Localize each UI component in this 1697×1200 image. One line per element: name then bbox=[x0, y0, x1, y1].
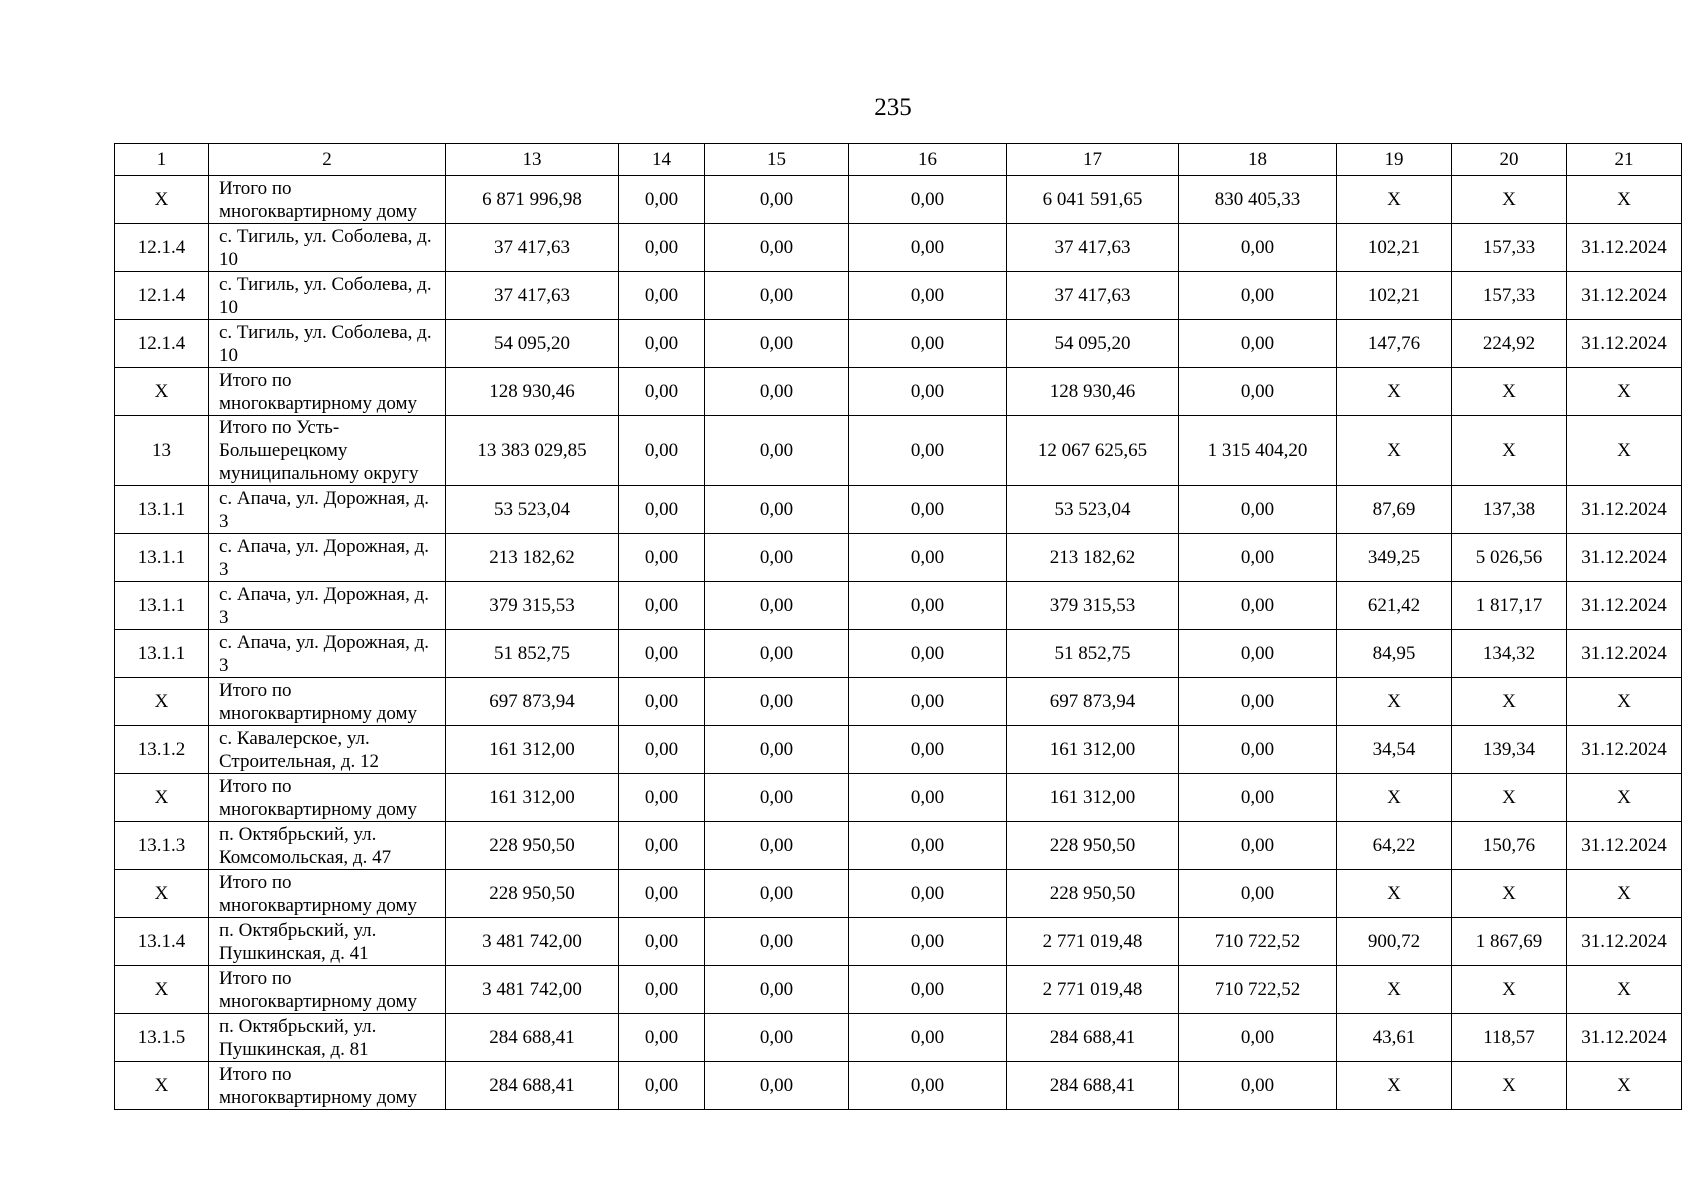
row-number-cell: 13 bbox=[115, 416, 209, 486]
col-15-cell: 0,00 bbox=[705, 416, 849, 486]
date-cell: 31.12.2024 bbox=[1567, 486, 1682, 534]
date-cell: 31.12.2024 bbox=[1567, 534, 1682, 582]
col-20-cell: 157,33 bbox=[1452, 272, 1567, 320]
col-17-cell: 12 067 625,65 bbox=[1007, 416, 1179, 486]
col-20-cell: 150,76 bbox=[1452, 822, 1567, 870]
row-number-cell: X bbox=[115, 678, 209, 726]
total-cost-cell: 54 095,20 bbox=[446, 320, 619, 368]
row-number-cell: 12.1.4 bbox=[115, 224, 209, 272]
data-table bbox=[114, 143, 1682, 1110]
col-20-cell: 224,92 bbox=[1452, 320, 1567, 368]
col-18-cell: 830 405,33 bbox=[1179, 176, 1337, 224]
table-row bbox=[115, 320, 1682, 368]
table-row bbox=[115, 822, 1682, 870]
col-14-cell: 0,00 bbox=[619, 1014, 705, 1062]
col-20-cell: X bbox=[1452, 176, 1567, 224]
date-cell: 31.12.2024 bbox=[1567, 822, 1682, 870]
col-15-cell: 0,00 bbox=[705, 272, 849, 320]
col-16-cell: 0,00 bbox=[849, 224, 1007, 272]
col-14-cell: 0,00 bbox=[619, 320, 705, 368]
address-cell: Итого по Усть-Большерецкому муниципальному округу bbox=[209, 416, 446, 486]
col-16-cell: 0,00 bbox=[849, 320, 1007, 368]
col-19-cell: 147,76 bbox=[1337, 320, 1452, 368]
col-19-cell: 34,54 bbox=[1337, 726, 1452, 774]
date-cell: X bbox=[1567, 678, 1682, 726]
column-header: 1 bbox=[115, 144, 209, 176]
column-header: 14 bbox=[619, 144, 705, 176]
total-cost-cell: 213 182,62 bbox=[446, 534, 619, 582]
row-number-cell: X bbox=[115, 966, 209, 1014]
col-19-cell: 900,72 bbox=[1337, 918, 1452, 966]
col-16-cell: 0,00 bbox=[849, 678, 1007, 726]
address-cell: Итого по многоквартирному дому bbox=[209, 774, 446, 822]
col-17-cell: 54 095,20 bbox=[1007, 320, 1179, 368]
address-cell: с. Апача, ул. Дорожная, д. 3 bbox=[209, 534, 446, 582]
col-16-cell: 0,00 bbox=[849, 966, 1007, 1014]
total-cost-cell: 37 417,63 bbox=[446, 272, 619, 320]
table-row bbox=[115, 582, 1682, 630]
col-16-cell: 0,00 bbox=[849, 630, 1007, 678]
table-header-row bbox=[115, 144, 1682, 176]
col-18-cell: 0,00 bbox=[1179, 870, 1337, 918]
date-cell: X bbox=[1567, 368, 1682, 416]
date-cell: 31.12.2024 bbox=[1567, 272, 1682, 320]
col-16-cell: 0,00 bbox=[849, 822, 1007, 870]
row-number-cell: X bbox=[115, 176, 209, 224]
col-15-cell: 0,00 bbox=[705, 582, 849, 630]
col-16-cell: 0,00 bbox=[849, 534, 1007, 582]
col-14-cell: 0,00 bbox=[619, 368, 705, 416]
total-cost-cell: 128 930,46 bbox=[446, 368, 619, 416]
col-20-cell: X bbox=[1452, 678, 1567, 726]
col-16-cell: 0,00 bbox=[849, 368, 1007, 416]
col-18-cell: 0,00 bbox=[1179, 678, 1337, 726]
date-cell: X bbox=[1567, 774, 1682, 822]
address-cell: Итого по многоквартирному дому bbox=[209, 870, 446, 918]
col-17-cell: 213 182,62 bbox=[1007, 534, 1179, 582]
col-20-cell: X bbox=[1452, 870, 1567, 918]
col-15-cell: 0,00 bbox=[705, 966, 849, 1014]
table-row bbox=[115, 774, 1682, 822]
table-row bbox=[115, 416, 1682, 486]
col-18-cell: 0,00 bbox=[1179, 630, 1337, 678]
col-17-cell: 37 417,63 bbox=[1007, 272, 1179, 320]
col-16-cell: 0,00 bbox=[849, 582, 1007, 630]
col-17-cell: 51 852,75 bbox=[1007, 630, 1179, 678]
date-cell: 31.12.2024 bbox=[1567, 726, 1682, 774]
col-17-cell: 53 523,04 bbox=[1007, 486, 1179, 534]
address-cell: с. Кавалерское, ул. Строительная, д. 12 bbox=[209, 726, 446, 774]
col-15-cell: 0,00 bbox=[705, 224, 849, 272]
table-row bbox=[115, 870, 1682, 918]
col-16-cell: 0,00 bbox=[849, 1014, 1007, 1062]
row-number-cell: 13.1.5 bbox=[115, 1014, 209, 1062]
table-row bbox=[115, 630, 1682, 678]
col-14-cell: 0,00 bbox=[619, 726, 705, 774]
col-18-cell: 0,00 bbox=[1179, 272, 1337, 320]
col-15-cell: 0,00 bbox=[705, 630, 849, 678]
column-header: 18 bbox=[1179, 144, 1337, 176]
total-cost-cell: 3 481 742,00 bbox=[446, 918, 619, 966]
col-17-cell: 228 950,50 bbox=[1007, 822, 1179, 870]
col-20-cell: 157,33 bbox=[1452, 224, 1567, 272]
total-cost-cell: 6 871 996,98 bbox=[446, 176, 619, 224]
col-16-cell: 0,00 bbox=[849, 774, 1007, 822]
col-19-cell: 87,69 bbox=[1337, 486, 1452, 534]
address-cell: п. Октябрьский, ул. Комсомольская, д. 47 bbox=[209, 822, 446, 870]
table-row bbox=[115, 224, 1682, 272]
col-19-cell: 64,22 bbox=[1337, 822, 1452, 870]
col-17-cell: 161 312,00 bbox=[1007, 726, 1179, 774]
col-19-cell: X bbox=[1337, 678, 1452, 726]
table-row bbox=[115, 726, 1682, 774]
column-header: 13 bbox=[446, 144, 619, 176]
row-number-cell: 13.1.1 bbox=[115, 486, 209, 534]
col-14-cell: 0,00 bbox=[619, 774, 705, 822]
col-17-cell: 284 688,41 bbox=[1007, 1014, 1179, 1062]
col-15-cell: 0,00 bbox=[705, 320, 849, 368]
total-cost-cell: 51 852,75 bbox=[446, 630, 619, 678]
column-header: 19 bbox=[1337, 144, 1452, 176]
total-cost-cell: 3 481 742,00 bbox=[446, 966, 619, 1014]
col-14-cell: 0,00 bbox=[619, 534, 705, 582]
total-cost-cell: 228 950,50 bbox=[446, 822, 619, 870]
col-17-cell: 37 417,63 bbox=[1007, 224, 1179, 272]
date-cell: X bbox=[1567, 1062, 1682, 1110]
col-16-cell: 0,00 bbox=[849, 486, 1007, 534]
table-row bbox=[115, 1062, 1682, 1110]
col-14-cell: 0,00 bbox=[619, 630, 705, 678]
col-16-cell: 0,00 bbox=[849, 416, 1007, 486]
col-18-cell: 710 722,52 bbox=[1179, 918, 1337, 966]
col-15-cell: 0,00 bbox=[705, 822, 849, 870]
col-19-cell: X bbox=[1337, 774, 1452, 822]
total-cost-cell: 379 315,53 bbox=[446, 582, 619, 630]
col-17-cell: 697 873,94 bbox=[1007, 678, 1179, 726]
column-header: 20 bbox=[1452, 144, 1567, 176]
col-17-cell: 128 930,46 bbox=[1007, 368, 1179, 416]
col-19-cell: 621,42 bbox=[1337, 582, 1452, 630]
date-cell: X bbox=[1567, 416, 1682, 486]
total-cost-cell: 161 312,00 bbox=[446, 774, 619, 822]
col-20-cell: 134,32 bbox=[1452, 630, 1567, 678]
col-14-cell: 0,00 bbox=[619, 1062, 705, 1110]
total-cost-cell: 53 523,04 bbox=[446, 486, 619, 534]
col-16-cell: 0,00 bbox=[849, 176, 1007, 224]
col-15-cell: 0,00 bbox=[705, 486, 849, 534]
col-17-cell: 161 312,00 bbox=[1007, 774, 1179, 822]
address-cell: с. Тигиль, ул. Соболева, д. 10 bbox=[209, 272, 446, 320]
col-19-cell: X bbox=[1337, 966, 1452, 1014]
col-19-cell: 102,21 bbox=[1337, 272, 1452, 320]
col-18-cell: 0,00 bbox=[1179, 1062, 1337, 1110]
col-20-cell: 118,57 bbox=[1452, 1014, 1567, 1062]
col-19-cell: 43,61 bbox=[1337, 1014, 1452, 1062]
col-19-cell: X bbox=[1337, 368, 1452, 416]
col-18-cell: 710 722,52 bbox=[1179, 966, 1337, 1014]
col-16-cell: 0,00 bbox=[849, 726, 1007, 774]
row-number-cell: X bbox=[115, 1062, 209, 1110]
col-20-cell: 1 867,69 bbox=[1452, 918, 1567, 966]
col-20-cell: X bbox=[1452, 774, 1567, 822]
col-19-cell: 84,95 bbox=[1337, 630, 1452, 678]
date-cell: X bbox=[1567, 176, 1682, 224]
table-row bbox=[115, 368, 1682, 416]
col-14-cell: 0,00 bbox=[619, 582, 705, 630]
col-18-cell: 0,00 bbox=[1179, 486, 1337, 534]
total-cost-cell: 37 417,63 bbox=[446, 224, 619, 272]
row-number-cell: X bbox=[115, 368, 209, 416]
col-14-cell: 0,00 bbox=[619, 176, 705, 224]
col-14-cell: 0,00 bbox=[619, 486, 705, 534]
date-cell: 31.12.2024 bbox=[1567, 1014, 1682, 1062]
address-cell: с. Апача, ул. Дорожная, д. 3 bbox=[209, 486, 446, 534]
col-20-cell: X bbox=[1452, 966, 1567, 1014]
col-19-cell: 349,25 bbox=[1337, 534, 1452, 582]
total-cost-cell: 161 312,00 bbox=[446, 726, 619, 774]
col-18-cell: 0,00 bbox=[1179, 224, 1337, 272]
col-15-cell: 0,00 bbox=[705, 1062, 849, 1110]
col-14-cell: 0,00 bbox=[619, 224, 705, 272]
date-cell: 31.12.2024 bbox=[1567, 918, 1682, 966]
address-cell: с. Апача, ул. Дорожная, д. 3 bbox=[209, 582, 446, 630]
col-15-cell: 0,00 bbox=[705, 176, 849, 224]
col-17-cell: 228 950,50 bbox=[1007, 870, 1179, 918]
col-18-cell: 0,00 bbox=[1179, 822, 1337, 870]
col-20-cell: X bbox=[1452, 1062, 1567, 1110]
address-cell: с. Тигиль, ул. Соболева, д. 10 bbox=[209, 224, 446, 272]
row-number-cell: X bbox=[115, 774, 209, 822]
column-header: 16 bbox=[849, 144, 1007, 176]
col-18-cell: 0,00 bbox=[1179, 320, 1337, 368]
col-16-cell: 0,00 bbox=[849, 870, 1007, 918]
page-number: 235 bbox=[874, 94, 912, 121]
total-cost-cell: 697 873,94 bbox=[446, 678, 619, 726]
total-cost-cell: 284 688,41 bbox=[446, 1062, 619, 1110]
column-header: 15 bbox=[705, 144, 849, 176]
address-cell: Итого по многоквартирному дому bbox=[209, 678, 446, 726]
col-14-cell: 0,00 bbox=[619, 416, 705, 486]
col-15-cell: 0,00 bbox=[705, 678, 849, 726]
table-row bbox=[115, 1014, 1682, 1062]
col-15-cell: 0,00 bbox=[705, 918, 849, 966]
row-number-cell: 13.1.3 bbox=[115, 822, 209, 870]
date-cell: 31.12.2024 bbox=[1567, 224, 1682, 272]
row-number-cell: 13.1.2 bbox=[115, 726, 209, 774]
address-cell: п. Октябрьский, ул. Пушкинская, д. 81 bbox=[209, 1014, 446, 1062]
col-19-cell: X bbox=[1337, 870, 1452, 918]
col-15-cell: 0,00 bbox=[705, 368, 849, 416]
row-number-cell: X bbox=[115, 870, 209, 918]
col-18-cell: 1 315 404,20 bbox=[1179, 416, 1337, 486]
row-number-cell: 13.1.1 bbox=[115, 534, 209, 582]
col-17-cell: 284 688,41 bbox=[1007, 1062, 1179, 1110]
column-header: 21 bbox=[1567, 144, 1682, 176]
col-14-cell: 0,00 bbox=[619, 822, 705, 870]
col-15-cell: 0,00 bbox=[705, 774, 849, 822]
col-19-cell: X bbox=[1337, 176, 1452, 224]
col-14-cell: 0,00 bbox=[619, 966, 705, 1014]
total-cost-cell: 13 383 029,85 bbox=[446, 416, 619, 486]
total-cost-cell: 228 950,50 bbox=[446, 870, 619, 918]
address-cell: с. Апача, ул. Дорожная, д. 3 bbox=[209, 630, 446, 678]
col-17-cell: 6 041 591,65 bbox=[1007, 176, 1179, 224]
col-18-cell: 0,00 bbox=[1179, 1014, 1337, 1062]
table-row bbox=[115, 534, 1682, 582]
table-row bbox=[115, 918, 1682, 966]
row-number-cell: 13.1.1 bbox=[115, 630, 209, 678]
col-20-cell: X bbox=[1452, 416, 1567, 486]
date-cell: X bbox=[1567, 966, 1682, 1014]
date-cell: 31.12.2024 bbox=[1567, 320, 1682, 368]
table-row bbox=[115, 486, 1682, 534]
col-20-cell: 139,34 bbox=[1452, 726, 1567, 774]
col-14-cell: 0,00 bbox=[619, 870, 705, 918]
row-number-cell: 13.1.4 bbox=[115, 918, 209, 966]
col-20-cell: 1 817,17 bbox=[1452, 582, 1567, 630]
date-cell: X bbox=[1567, 870, 1682, 918]
col-17-cell: 379 315,53 bbox=[1007, 582, 1179, 630]
address-cell: Итого по многоквартирному дому bbox=[209, 1062, 446, 1110]
col-20-cell: X bbox=[1452, 368, 1567, 416]
address-cell: с. Тигиль, ул. Соболева, д. 10 bbox=[209, 320, 446, 368]
col-16-cell: 0,00 bbox=[849, 272, 1007, 320]
col-15-cell: 0,00 bbox=[705, 534, 849, 582]
col-18-cell: 0,00 bbox=[1179, 726, 1337, 774]
date-cell: 31.12.2024 bbox=[1567, 582, 1682, 630]
total-cost-cell: 284 688,41 bbox=[446, 1014, 619, 1062]
table-row bbox=[115, 966, 1682, 1014]
col-17-cell: 2 771 019,48 bbox=[1007, 966, 1179, 1014]
col-19-cell: 102,21 bbox=[1337, 224, 1452, 272]
col-14-cell: 0,00 bbox=[619, 678, 705, 726]
table-row bbox=[115, 678, 1682, 726]
address-cell: Итого по многоквартирному дому bbox=[209, 966, 446, 1014]
column-header: 2 bbox=[209, 144, 446, 176]
row-number-cell: 13.1.1 bbox=[115, 582, 209, 630]
row-number-cell: 12.1.4 bbox=[115, 320, 209, 368]
col-18-cell: 0,00 bbox=[1179, 582, 1337, 630]
col-14-cell: 0,00 bbox=[619, 272, 705, 320]
col-18-cell: 0,00 bbox=[1179, 534, 1337, 582]
date-cell: 31.12.2024 bbox=[1567, 630, 1682, 678]
col-19-cell: X bbox=[1337, 416, 1452, 486]
col-18-cell: 0,00 bbox=[1179, 774, 1337, 822]
col-15-cell: 0,00 bbox=[705, 870, 849, 918]
col-14-cell: 0,00 bbox=[619, 918, 705, 966]
table-row bbox=[115, 176, 1682, 224]
address-cell: Итого по многоквартирному дому bbox=[209, 368, 446, 416]
table-row bbox=[115, 272, 1682, 320]
column-header: 17 bbox=[1007, 144, 1179, 176]
row-number-cell: 12.1.4 bbox=[115, 272, 209, 320]
col-15-cell: 0,00 bbox=[705, 1014, 849, 1062]
address-cell: Итого по многоквартирному дому bbox=[209, 176, 446, 224]
col-16-cell: 0,00 bbox=[849, 1062, 1007, 1110]
col-19-cell: X bbox=[1337, 1062, 1452, 1110]
col-20-cell: 137,38 bbox=[1452, 486, 1567, 534]
col-15-cell: 0,00 bbox=[705, 726, 849, 774]
col-17-cell: 2 771 019,48 bbox=[1007, 918, 1179, 966]
col-18-cell: 0,00 bbox=[1179, 368, 1337, 416]
col-20-cell: 5 026,56 bbox=[1452, 534, 1567, 582]
col-16-cell: 0,00 bbox=[849, 918, 1007, 966]
address-cell: п. Октябрьский, ул. Пушкинская, д. 41 bbox=[209, 918, 446, 966]
